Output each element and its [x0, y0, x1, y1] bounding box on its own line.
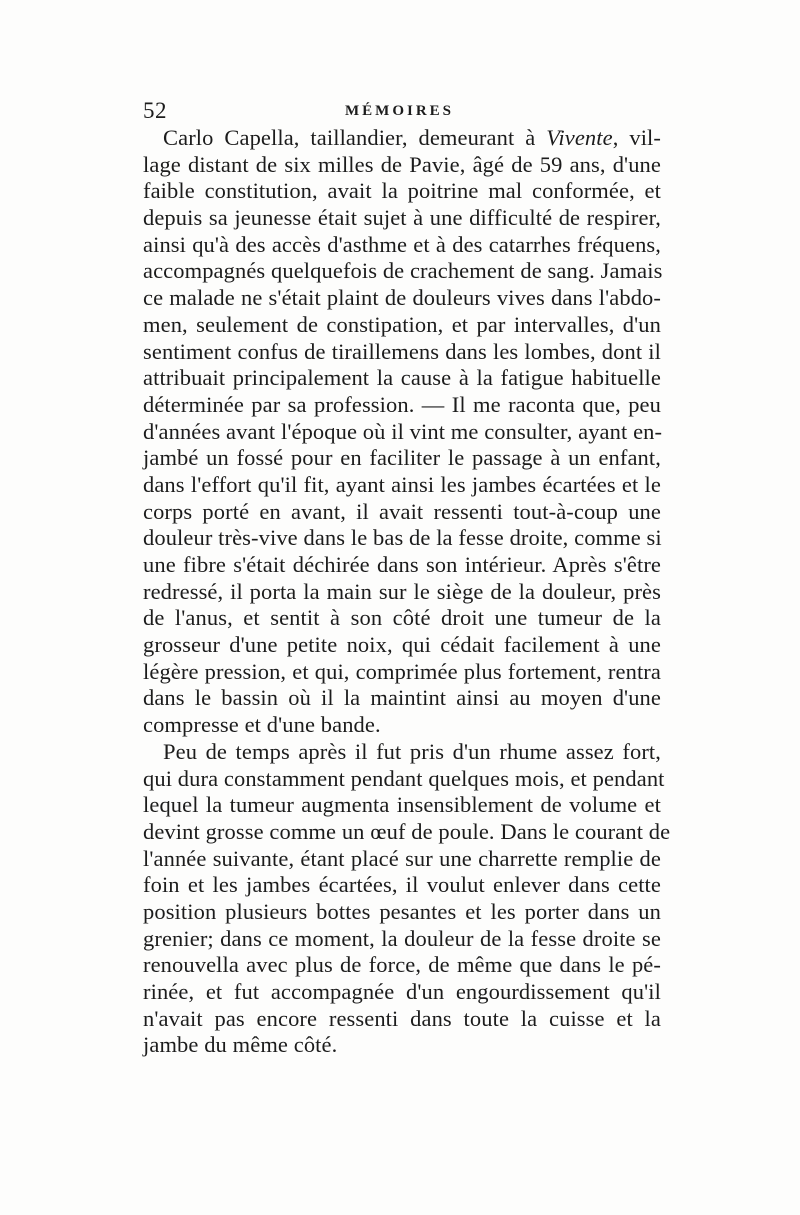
text-line: ainsi qu'à des accès d'asthme et à des catarrhes fréquens, — [143, 231, 661, 257]
body-text — [143, 125, 671, 1059]
text-line: Peu de temps après il fut pris d'un rhume assez fort, — [163, 738, 661, 764]
text-line: depuis sa jeunesse était sujet à une difficulté de respirer, — [143, 205, 661, 231]
text-line: foin et les jambes écartées, il voulut enlever dans cette — [143, 872, 661, 898]
text-line: douleur très-vive dans le bas de la fesse droite, comme si — [143, 525, 662, 551]
paragraph — [143, 125, 661, 739]
text-line: l'année suivante, étant placé sur une charrette remplie de — [143, 845, 661, 871]
text-line: ce malade ne s'était plaint de douleurs vives dans l'abdo- — [143, 285, 661, 311]
text-line: faible constitution, avait la poitrine mal conformée, et — [143, 178, 661, 204]
page-number: 52 — [143, 98, 167, 123]
text-line: dans l'effort qu'il fit, ayant ainsi les jambes écartées et le — [143, 471, 661, 497]
text-line: n'avait pas encore ressenti dans toute la cuisse et la — [143, 1005, 661, 1031]
text-line: jambe du même côté. — [143, 1032, 338, 1058]
text-line: sentiment confus de tiraillemens dans les lombes, dont il — [143, 338, 661, 364]
text-line: de l'anus, et sentit à son côté droit une tumeur de la — [143, 605, 661, 631]
text-line: renouvella avec plus de force, de même que dans le pé- — [143, 952, 661, 978]
text-line: men, seulement de constipation, et par intervalles, d'un — [143, 311, 661, 337]
running-title: MÉMOIRES — [345, 103, 455, 119]
page-header — [143, 98, 663, 128]
text-line: lage distant de six milles de Pavie, âgé de 59 ans, d'une — [143, 151, 661, 177]
text-line: déterminée par sa profession. — Il me raconta que, peu — [143, 391, 661, 417]
text-line: rinée, et fut accompagnée d'un engourdissement qu'il — [143, 979, 661, 1004]
text-line: dans le bassin où il la maintint ainsi au moyen d'une — [143, 685, 661, 711]
text-line: attribuait principalement la cause à la fatigue habituelle — [143, 365, 661, 391]
text-line: jambé un fossé pour en faciliter le passage à un enfant, — [143, 445, 661, 471]
text-line: d'années avant l'époque où il vint me consulter, ayant en- — [143, 418, 663, 444]
text-line: une fibre s'était déchirée dans son intérieur. Après s'être — [143, 552, 661, 577]
text-line: grosseur d'une petite noix, qui cédait facilement à une — [143, 632, 661, 658]
text-line: corps porté en avant, il avait ressenti tout-à-coup une — [143, 498, 661, 524]
text-line: légère pression, et qui, comprimée plus fortement, rentra — [143, 658, 661, 684]
text-line: compresse et d'une bande. — [143, 712, 381, 738]
paragraph — [143, 738, 671, 1059]
text-line: devint grosse comme un œuf de poule. Dans le courant de — [143, 818, 671, 844]
text-line: grenier; dans ce moment, la douleur de la fesse droite se — [143, 925, 661, 951]
italic-place-name: Vivente — [546, 125, 613, 150]
text-line: position plusieurs bottes pesantes et les porter dans un — [143, 898, 661, 924]
text-line: Carlo Capella, taillandier, demeurant à Vivente, vil- — [163, 125, 661, 150]
text-line: lequel la tumeur augmenta insensiblement de volume et — [143, 792, 661, 818]
text-line: redressé, il porta la main sur le siège de la douleur, près — [143, 578, 661, 604]
text-line: accompagnés quelquefois de crachement de sang. Jamais — [143, 258, 663, 284]
text-line: qui dura constamment pendant quelques mois, et pendant — [143, 765, 665, 791]
